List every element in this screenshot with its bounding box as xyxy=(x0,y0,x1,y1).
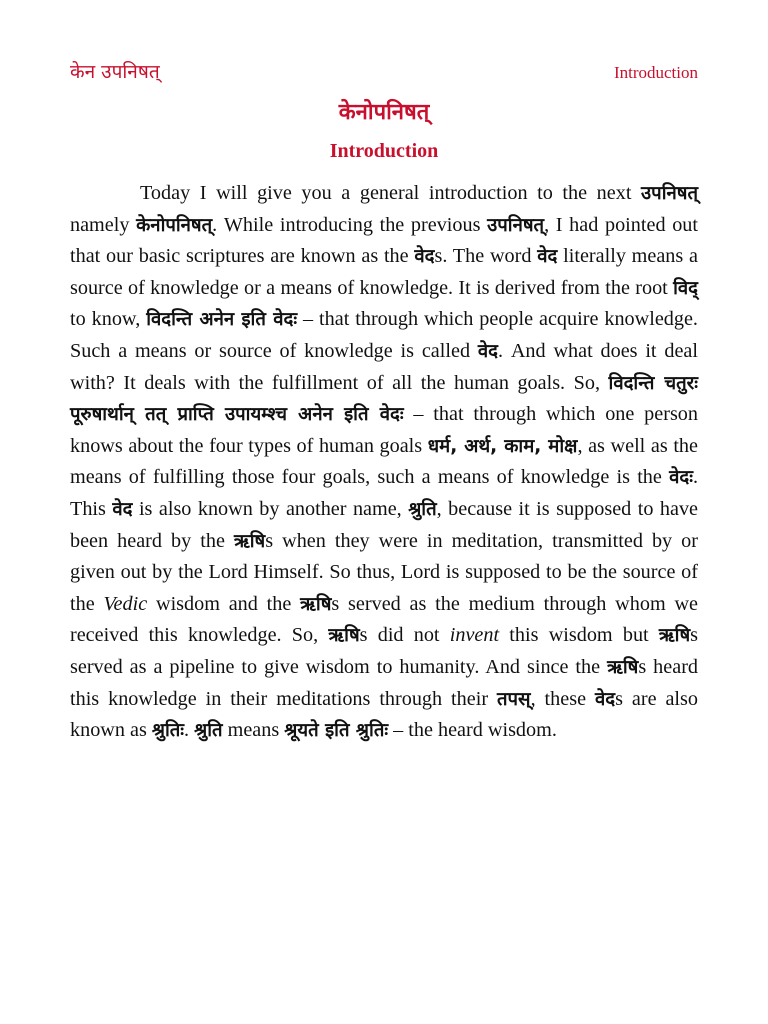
text-run: s served as the medium through whom we received this knowledge. So, xyxy=(70,592,698,647)
sanskrit-term: ऋषि xyxy=(658,625,691,647)
text-run: namely xyxy=(70,213,137,236)
text-run: . And what does it deal with? It deals with the fulfillment of all the human goals. So, xyxy=(70,339,698,394)
page-title: केनोपनिषत् xyxy=(338,100,430,125)
sanskrit-term: श्रूयते इति श्रुतिः xyxy=(284,720,389,742)
sanskrit-term: धर्म, अर्थ, काम, मोक्ष xyxy=(427,435,578,457)
text-run: – that through which people acquire knowledge. Such a means or source of knowledge is called xyxy=(70,308,698,362)
text-run: this wisdom but xyxy=(499,624,659,647)
sanskrit-term: ऋषि xyxy=(607,656,639,678)
text-run: – that through which one person knows about the four types of human goals xyxy=(70,403,698,457)
text-run: s did not xyxy=(359,624,450,647)
text-run: , because it is supposed to have been heard by the xyxy=(70,497,698,552)
sanskrit-term: वेद xyxy=(594,688,616,710)
text-run: literally means a source of knowledge or a means of knowledge. It is derived from the root xyxy=(70,245,698,299)
sanskrit-term: वेद xyxy=(537,246,558,268)
body-paragraph xyxy=(70,178,698,747)
sanskrit-term: श्रुतिः xyxy=(151,720,185,742)
text-run: . xyxy=(184,719,195,742)
text-run: , as well as the means of fulfilling those four goals, such a means of knowledge is the xyxy=(70,434,698,489)
italic-term: Vedic xyxy=(103,592,148,615)
header-left-title: केन उपनिषत् xyxy=(70,61,160,83)
sanskrit-term: वेदः xyxy=(669,467,693,489)
text-run: means xyxy=(222,719,285,742)
text-run: . This xyxy=(70,466,698,520)
sanskrit-term: विदन्ति अनेन इति वेदः xyxy=(146,309,298,331)
text-run: is also known by another name, xyxy=(132,497,409,520)
text-run: s. The word xyxy=(434,245,538,268)
sanskrit-term: वेद xyxy=(477,340,498,362)
running-header xyxy=(70,58,698,86)
text-run: s served as a pipeline to give wisdom to humanity. And since the xyxy=(70,624,698,678)
text-run: s are also known as xyxy=(70,687,698,742)
sanskrit-term: ऋषि xyxy=(328,625,360,647)
sanskrit-term: केनोपनिषत् xyxy=(136,214,213,236)
text-run: s when they were in meditation, transmitted by or given out by the Lord Himself. So thus, Lord is supposed to be the source of the xyxy=(70,529,698,615)
text-run: – the heard wisdom. xyxy=(388,719,557,742)
sanskrit-term: तपस् xyxy=(497,688,531,710)
sanskrit-term: श्रुति xyxy=(408,498,437,520)
text-run: s heard this knowledge in their meditations through their xyxy=(70,655,699,710)
sanskrit-term: विद् xyxy=(673,277,698,299)
text-run: . While introducing the previous xyxy=(212,213,488,236)
sanskrit-term: वेद xyxy=(112,498,133,520)
text-run: , I had pointed out that our basic scriptures are known as the xyxy=(70,213,698,268)
text-run: to know, xyxy=(70,308,147,331)
text-run: wisdom and the xyxy=(147,592,301,615)
sanskrit-term: श्रुति xyxy=(194,720,223,742)
sanskrit-term: विदन्ति चतुरः पूरुषार्थान् तत् प्राप्ति उपायम्श्च अनेन इति वेदः xyxy=(70,372,698,426)
italic-term: invent xyxy=(449,624,500,647)
sanskrit-term: ऋषि xyxy=(300,593,332,615)
sanskrit-term: ऋषि xyxy=(233,530,266,552)
sanskrit-term: उपनिषत् xyxy=(487,214,545,236)
text-run: Today I will give you a general introduction to the next xyxy=(140,182,642,204)
text-run: , these xyxy=(530,687,595,710)
header-right-section: Introduction xyxy=(613,63,698,82)
sanskrit-term: उपनिषत् xyxy=(641,183,698,204)
sanskrit-term: वेद xyxy=(414,246,435,268)
section-heading: Introduction xyxy=(329,140,439,162)
